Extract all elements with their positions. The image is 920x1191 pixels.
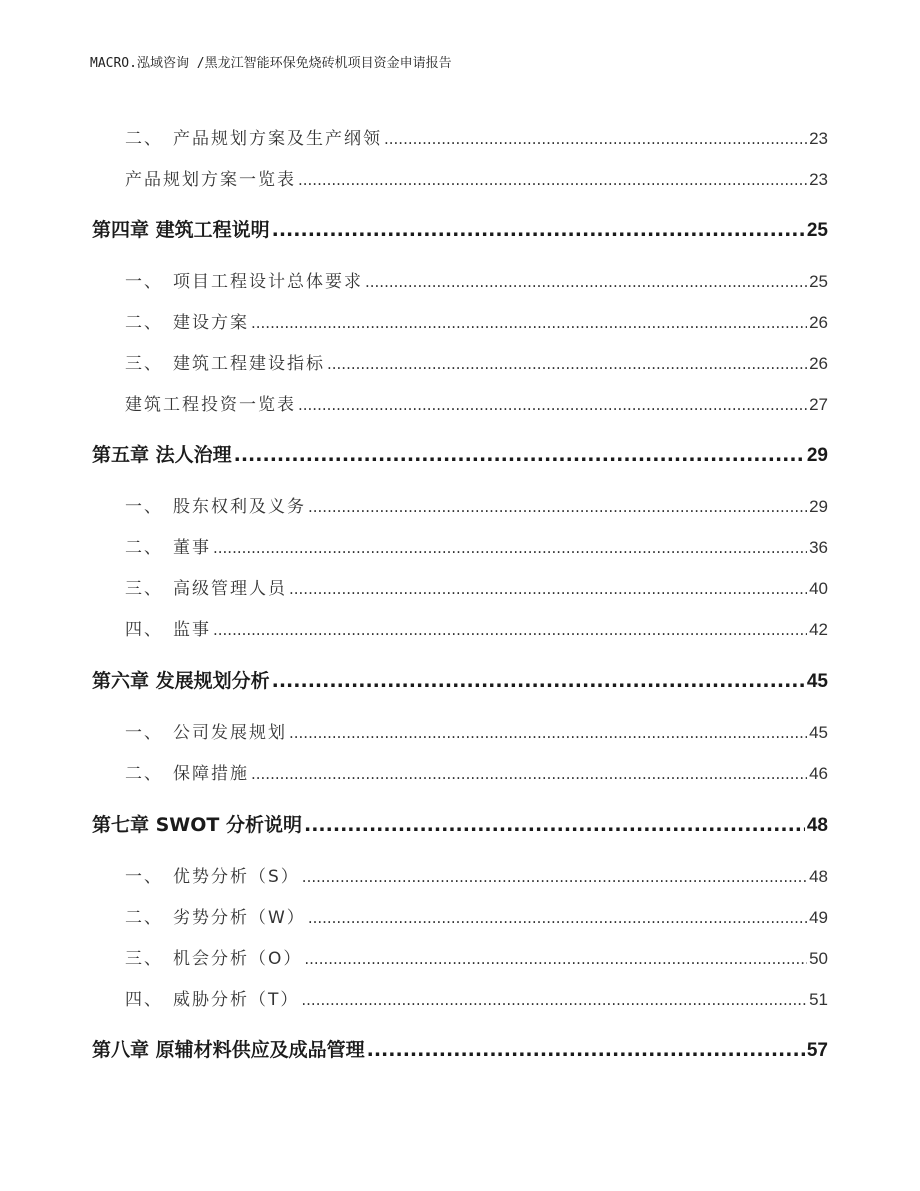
toc-entry[interactable] [125, 390, 828, 415]
toc-chapter-page: 57 [806, 1040, 828, 1061]
dot-leader [304, 950, 807, 968]
dot-leader [298, 171, 807, 189]
toc-chapter-page: 29 [806, 445, 828, 466]
toc-entry[interactable] [125, 533, 828, 558]
dot-leader [251, 314, 807, 332]
toc-entry-page: 48 [809, 867, 828, 886]
dot-leader [327, 355, 807, 373]
toc-entry-title: 二、 劣势分析（W） [125, 908, 306, 928]
toc-entry-title: 四、 监事 [125, 620, 211, 640]
toc-chapter-title: 第四章 建筑工程说明 [92, 219, 270, 241]
toc-chapter[interactable] [92, 440, 828, 467]
toc-entry-title: 一、 优势分析（S） [125, 867, 300, 887]
toc-entry-title: 一、 股东权利及义务 [125, 497, 306, 517]
toc-entry[interactable] [125, 124, 828, 149]
toc-chapter[interactable] [92, 215, 828, 242]
dot-leader [213, 539, 807, 557]
dot-leader [272, 219, 805, 241]
toc-entry-title: 一、 项目工程设计总体要求 [125, 272, 363, 292]
toc-entry[interactable] [125, 718, 828, 743]
toc-chapter-title: 第七章 SWOT 分析说明 [92, 814, 302, 836]
toc-entry[interactable] [125, 944, 828, 969]
toc-entry-title: 二、 产品规划方案及生产纲领 [125, 129, 382, 149]
toc-entry-page: 51 [809, 990, 828, 1009]
dot-leader [213, 621, 807, 639]
toc-chapter[interactable] [92, 1035, 828, 1062]
dot-leader [298, 396, 807, 414]
toc-entry-title: 二、 董事 [125, 538, 211, 558]
toc-entry[interactable] [125, 903, 828, 928]
toc-chapter[interactable] [92, 666, 828, 693]
toc-entry-title: 三、 机会分析（O） [125, 949, 303, 969]
toc-entry-title: 四、 威胁分析（T） [125, 990, 300, 1010]
toc-entry[interactable] [125, 759, 828, 784]
dot-leader [367, 1039, 805, 1061]
toc-chapter-title: 第八章 原辅材料供应及成品管理 [92, 1039, 365, 1061]
toc-chapter-title: 第五章 法人治理 [92, 444, 232, 466]
toc-entry-page: 26 [809, 313, 828, 332]
toc-entry[interactable] [125, 615, 828, 640]
dot-leader [234, 444, 805, 466]
toc-entry[interactable] [125, 985, 828, 1010]
dot-leader [384, 130, 807, 148]
toc-entry[interactable] [125, 267, 828, 292]
toc-chapter-page: 45 [806, 671, 828, 692]
dot-leader [289, 724, 807, 742]
dot-leader [365, 273, 807, 291]
toc-entry-page: 29 [809, 497, 828, 516]
toc-entry-title: 三、 建筑工程建设指标 [125, 354, 325, 374]
toc-entry[interactable] [125, 574, 828, 599]
toc-chapter[interactable] [92, 810, 828, 837]
toc-entry-page: 36 [809, 538, 828, 557]
dot-leader [302, 868, 807, 886]
dot-leader [308, 498, 807, 516]
toc-entry[interactable] [125, 862, 828, 887]
dot-leader [301, 991, 807, 1009]
toc-entry-page: 23 [809, 129, 828, 148]
dot-leader [272, 670, 805, 692]
toc-entry-title: 产品规划方案一览表 [125, 170, 296, 190]
toc-entry-page: 42 [809, 620, 828, 639]
dot-leader [251, 765, 807, 783]
toc-chapter-page: 25 [806, 220, 828, 241]
toc-entry-page: 26 [809, 354, 828, 373]
toc-entry-title: 二、 建设方案 [125, 313, 249, 333]
toc-entry-title: 三、 高级管理人员 [125, 579, 287, 599]
toc-chapter-title: 第六章 发展规划分析 [92, 670, 270, 692]
toc-entry-title: 一、 公司发展规划 [125, 723, 287, 743]
page-header: MACRO.泓域咨询 /黑龙江智能环保免烧砖机项目资金申请报告 [90, 56, 452, 71]
dot-leader [289, 580, 807, 598]
toc-entry-page: 46 [809, 764, 828, 783]
dot-leader [308, 909, 807, 927]
toc-entry-page: 50 [809, 949, 828, 968]
toc-entry[interactable] [125, 492, 828, 517]
toc-entry-page: 25 [809, 272, 828, 291]
dot-leader [304, 814, 805, 836]
toc-entry-page: 49 [809, 908, 828, 927]
toc-entry-title: 建筑工程投资一览表 [125, 395, 296, 415]
toc-entry-page: 27 [809, 395, 828, 414]
toc-chapter-page: 48 [806, 815, 828, 836]
toc-entry-page: 23 [809, 170, 828, 189]
toc-entry[interactable] [125, 308, 828, 333]
toc-entry-title: 二、 保障措施 [125, 764, 249, 784]
toc-entry-page: 40 [809, 579, 828, 598]
toc-entry[interactable] [125, 349, 828, 374]
toc-entry-page: 45 [809, 723, 828, 742]
toc-entry[interactable] [125, 165, 828, 190]
